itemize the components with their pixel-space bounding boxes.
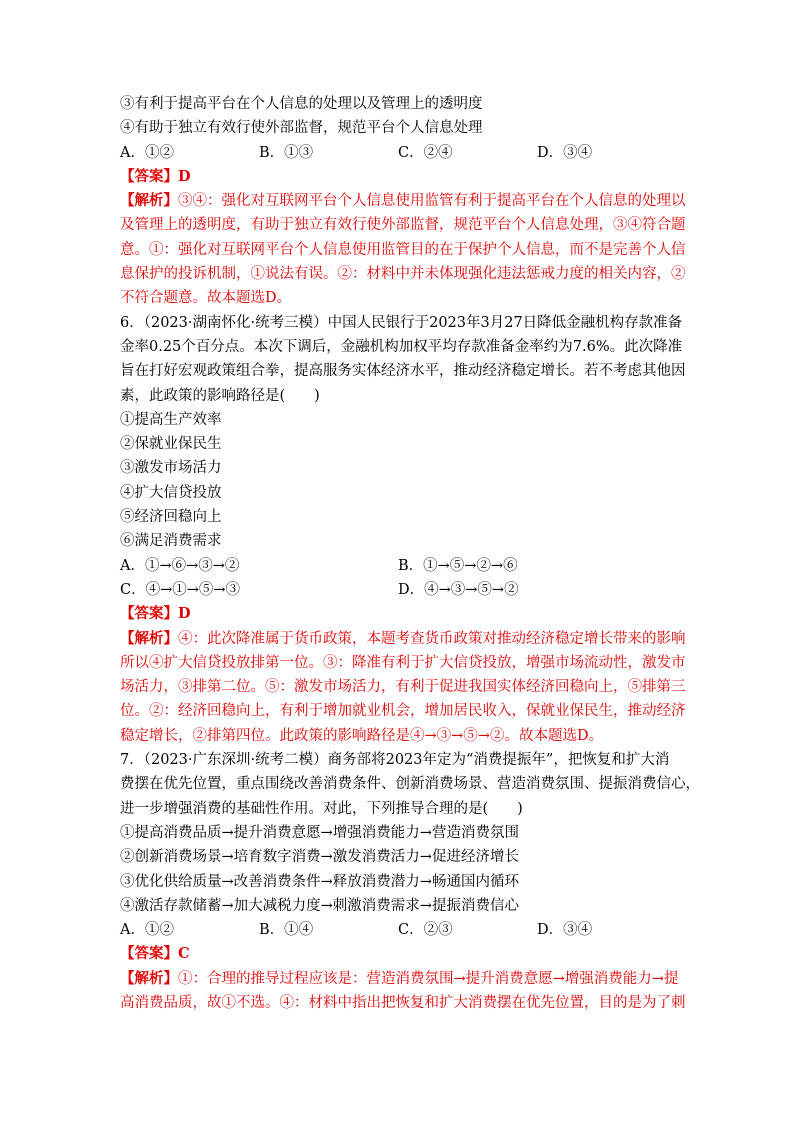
- q5-option-b: B．①③: [259, 144, 314, 161]
- answer-label: 【答案】: [120, 945, 178, 963]
- q5-analysis-line-2: 及管理上的透明度，有助于独立有效行使外部监督，规范平台个人信息处理，③④符合题: [120, 217, 686, 234]
- q6-analysis-line-3: 场活力，③排第二位。⑤：激发市场活力，有利于促进我国实体经济回稳向上，⑤排第三: [120, 679, 686, 696]
- answer-value: D: [178, 605, 191, 623]
- q5-item-3: ③有利于提高平台在个人信息的处理以及管理上的透明度: [120, 96, 483, 112]
- answer-label: 【答案】: [120, 167, 178, 185]
- q6-item-3: ③激发市场活力: [120, 460, 222, 477]
- analysis-label: 【解析】: [120, 192, 178, 210]
- analysis-text: ④：此次降准属于货币政策，本题考查货币政策对推动经济稳定增长带来的影响: [178, 630, 686, 647]
- q6-options-row-1: [120, 554, 688, 578]
- q6-option-c: C．④→①→⑤→③: [120, 581, 241, 598]
- answer-value: D: [178, 167, 191, 185]
- q5-item-4: ④有助于独立有效行使外部监督，规范平台个人信息处理: [120, 120, 483, 137]
- q7-option-d: D．③④: [537, 922, 593, 939]
- analysis-label: 【解析】: [120, 629, 178, 647]
- q6-item-2: ②保就业保民生: [120, 436, 222, 453]
- q5-analysis-line-5: 不符合题意。故本题选D。: [120, 290, 292, 307]
- q5-option-d: D．③④: [537, 144, 593, 161]
- q5-analysis-line-4: 息保护的投诉机制，①说法有误。②：材料中并未体现强化违法惩戒力度的相关内容，②: [120, 266, 686, 283]
- q6-item-1: ①提高生产效率: [120, 411, 222, 428]
- q7-analysis-line-2: 高消费品质，故①不选。④：材料中指出把恢复和扩大消费摆在优先位置，目的是为了刺: [120, 994, 686, 1011]
- q5-analysis-line-1: [120, 189, 688, 213]
- q5-analysis-line-3: 意。①：强化对互联网平台个人信息使用监管目的在于保护个人信息，而不是完善个人信: [120, 241, 686, 258]
- q7-item-4: ④激活存款储蓄→加大减税力度→刺激消费需求→提振消费信心: [120, 897, 519, 914]
- q6-analysis-line-4: 位。②：经济回稳向上，有利于增加就业机会，增加居民收入，保就业保民生，推动经济: [120, 703, 686, 720]
- answer-value: C: [178, 945, 190, 963]
- analysis-text: ③④：强化对互联网平台个人信息使用监管有利于提高平台在个人信息的处理以: [178, 193, 686, 210]
- q6-item-6: ⑥满足消费需求: [120, 533, 222, 550]
- q6-analysis-line-2: 所以④扩大信贷投放排第一位。③：降准有利于扩大信贷投放，增强市场流动性，激发市: [120, 654, 686, 671]
- q7-item-1: ①提高消费品质→提升消费意愿→增强消费能力→营造消费氛围: [120, 824, 519, 841]
- q7-option-a: A．①②: [120, 922, 174, 939]
- document-page: [120, 92, 700, 1015]
- q7-option-b: B．①④: [259, 922, 314, 939]
- analysis-label: 【解析】: [120, 969, 178, 987]
- analysis-text: ①：合理的推导过程应该是：营造消费氛围→提升消费意愿→增强消费能力→提: [178, 970, 679, 987]
- q6-answer: [120, 602, 688, 626]
- q7-stem-line-1: 7．（2023·广东深圳·统考二模）商务部将2023年定为“消费提振年”，把恢复和扩大消: [120, 752, 670, 769]
- q6-stem-line-3: 旨在打好宏观政策组合拳，提高服务实体经济水平，推动经济稳定增长。若不考虑其他因: [120, 363, 686, 380]
- q5-option-c: C．②④: [398, 144, 453, 161]
- q6-stem-line-1: 6．（2023·湖南怀化·统考三模）中国人民银行于2023年3月27日降低金融机构存款准备: [120, 314, 683, 331]
- q7-answer: [120, 942, 688, 966]
- q6-analysis-line-1: [120, 627, 688, 651]
- answer-label: 【答案】: [120, 605, 178, 623]
- q5-answer: [120, 165, 688, 189]
- q6-stem-line-2: 金率0.25个百分点。本次下调后，金融机构加权平均存款准备金率约为7.6%。此次降准: [120, 338, 683, 355]
- q6-option-d: D．④→③→⑤→②: [398, 581, 519, 598]
- q7-option-c: C．②③: [398, 922, 453, 939]
- q7-item-2: ②创新消费场景→培育数字消费→激发消费活力→促进经济增长: [120, 849, 519, 866]
- q6-option-b: B．①→⑤→②→⑥: [398, 557, 518, 574]
- q7-stem-line-3: 进一步增强消费的基础性作用。对此，下列推导合理的是( ): [120, 800, 523, 817]
- q6-stem-line-4: 素，此政策的影响路径是( ): [120, 387, 320, 404]
- q7-item-3: ③优化供给质量→改善消费条件→释放消费潜力→畅通国内循环: [120, 873, 519, 890]
- q7-analysis-line-1: [120, 967, 688, 991]
- q7-options: [120, 918, 688, 942]
- q6-item-5: ⑤经济回稳向上: [120, 509, 222, 526]
- q6-options-row-2: [120, 578, 688, 602]
- q5-options: [120, 141, 688, 165]
- q6-option-a: A．①→⑥→③→②: [120, 557, 240, 574]
- q5-option-a: A．①②: [120, 144, 174, 161]
- q6-item-4: ④扩大信贷投放: [120, 484, 222, 501]
- q6-analysis-line-5: 稳定增长，②排第四位。此政策的影响路径是④→③→⑤→②。故本题选D。: [120, 727, 604, 744]
- q7-stem-line-2: 费摆在优先位置，重点围绕改善消费条件、创新消费场景、营造消费氛围、提振消费信心，: [120, 776, 700, 793]
